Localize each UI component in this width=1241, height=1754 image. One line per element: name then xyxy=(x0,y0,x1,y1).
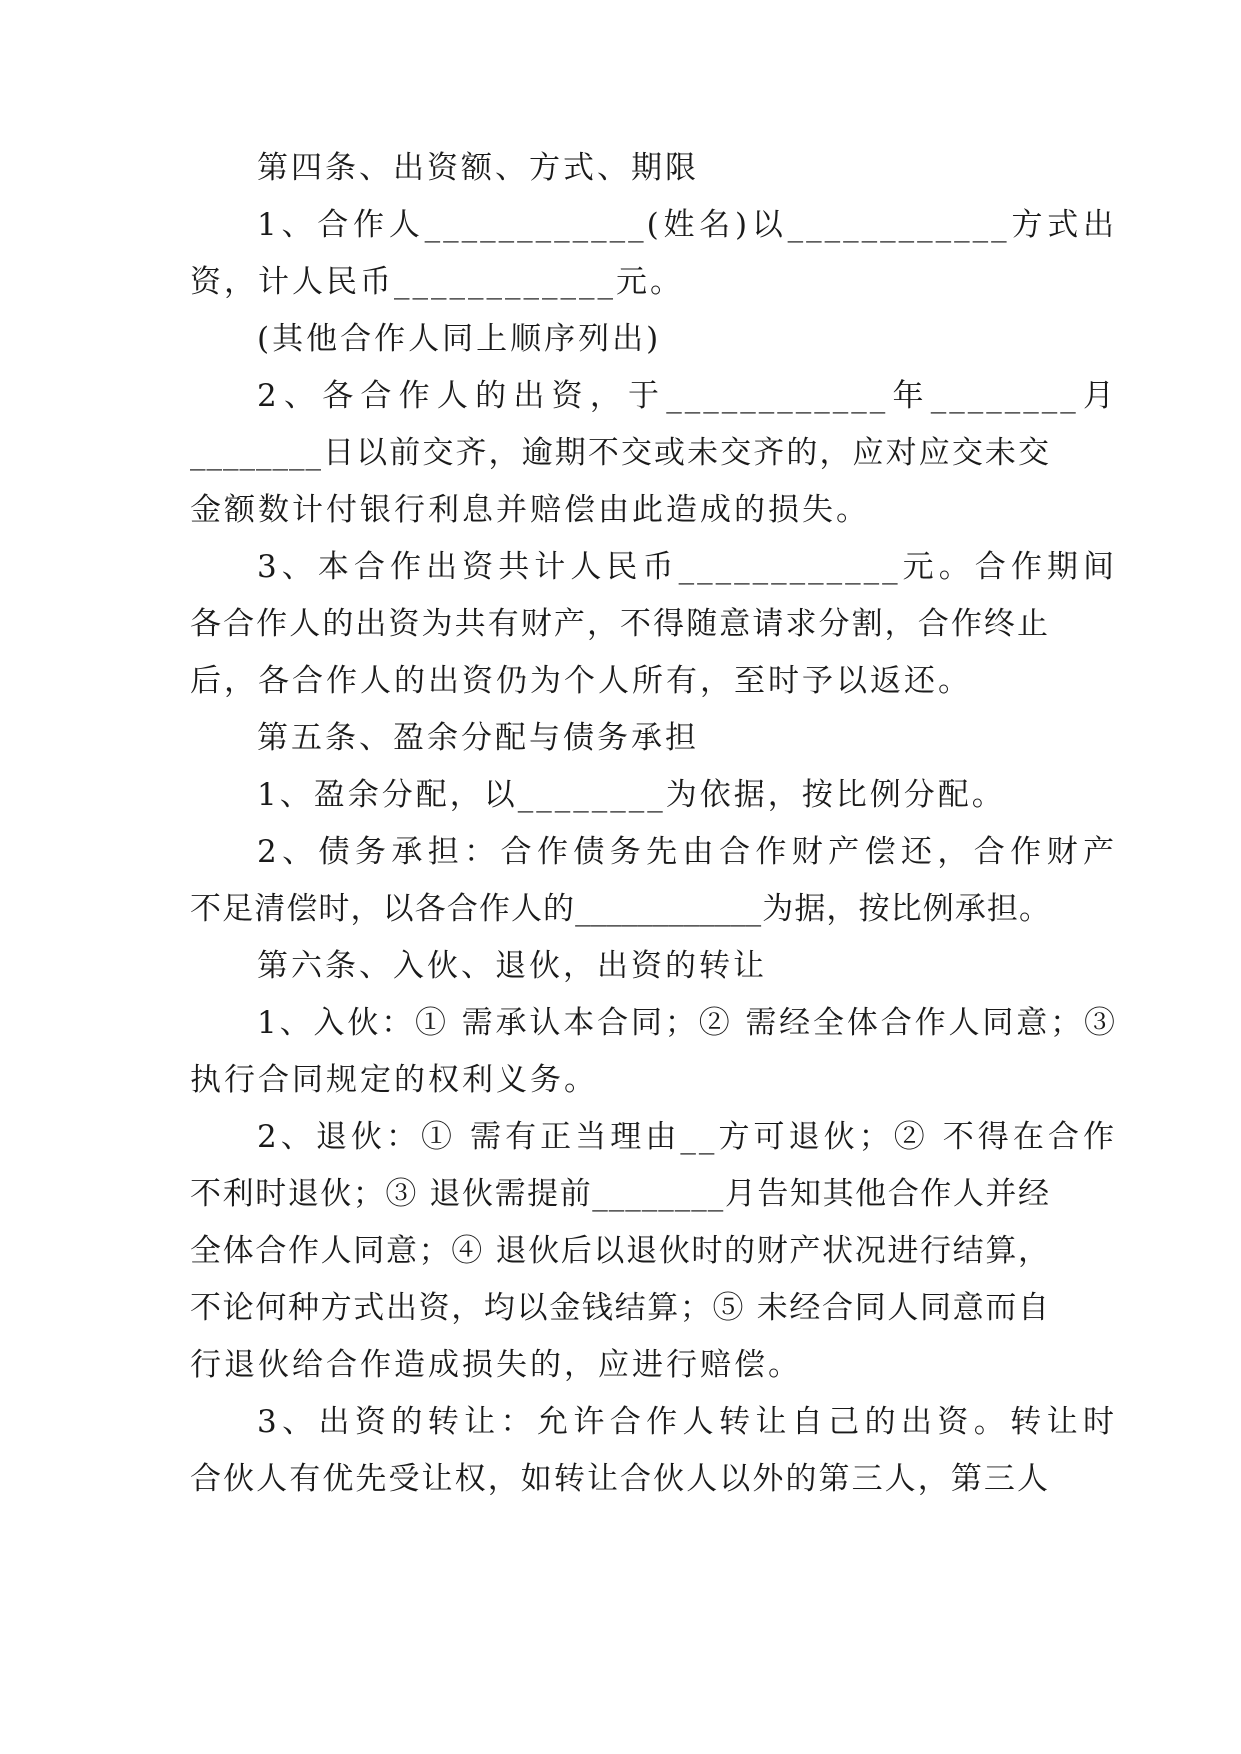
paragraph-line: 1、合作人____________(姓名)以____________方式出 xyxy=(257,207,1117,243)
article-5-heading: 第五条、盈余分配与债务承担 xyxy=(257,720,699,756)
paragraph-line: 2、各合作人的出资，于____________年________月 xyxy=(257,378,1117,414)
paragraph-line: ________日以前交齐，逾期不交或未交齐的，应对应交未交 xyxy=(190,435,1050,471)
paragraph-line: 1、盈余分配，以________为依据，按比例分配。 xyxy=(257,777,1006,813)
paragraph-line: 不论何种方式出资，均以金钱结算；⑤ 未经合同人同意而自 xyxy=(190,1290,1050,1326)
paragraph-line: 资，计人民币____________元。 xyxy=(190,264,684,300)
paragraph-line: 合伙人有优先受让权，如转让合伙人以外的第三人，第三人 xyxy=(190,1461,1050,1497)
article-4-heading: 第四条、出资额、方式、期限 xyxy=(257,150,699,186)
paragraph-line: 后，各合作人的出资仍为个人所有，至时予以返还。 xyxy=(190,663,972,699)
paragraph-line: 3、本合作出资共计人民币____________元。合作期间 xyxy=(257,549,1117,585)
paragraph-line: 不足清偿时，以各合作人的____________为据，按比例承担。 xyxy=(190,891,1050,927)
paragraph-line: (其他合作人同上顺序列出) xyxy=(257,321,662,357)
paragraph-line: 3、出资的转让：允许合作人转让自己的出资。转让时 xyxy=(257,1404,1117,1440)
paragraph-line: 金额数计付银行利息并赔偿由此造成的损失。 xyxy=(190,492,870,528)
paragraph-line: 2、退伙：① 需有正当理由__方可退伙；② 不得在合作 xyxy=(257,1119,1117,1155)
paragraph-line: 1、入伙：① 需承认本合同；② 需经全体合作人同意；③ xyxy=(257,1005,1117,1041)
paragraph-line: 行退伙给合作造成损失的，应进行赔偿。 xyxy=(190,1347,802,1383)
paragraph-line: 不利时退伙；③ 退伙需提前________月告知其他合作人并经 xyxy=(190,1176,1050,1212)
paragraph-line: 执行合同规定的权利义务。 xyxy=(190,1062,598,1098)
paragraph-line: 全体合作人同意；④ 退伙后以退伙时的财产状况进行结算， xyxy=(190,1233,1050,1269)
paragraph-line: 2、债务承担：合作债务先由合作财产偿还，合作财产 xyxy=(257,834,1117,870)
paragraph-line: 各合作人的出资为共有财产，不得随意请求分割，合作终止 xyxy=(190,606,1050,642)
article-6-heading: 第六条、入伙、退伙，出资的转让 xyxy=(257,948,767,984)
